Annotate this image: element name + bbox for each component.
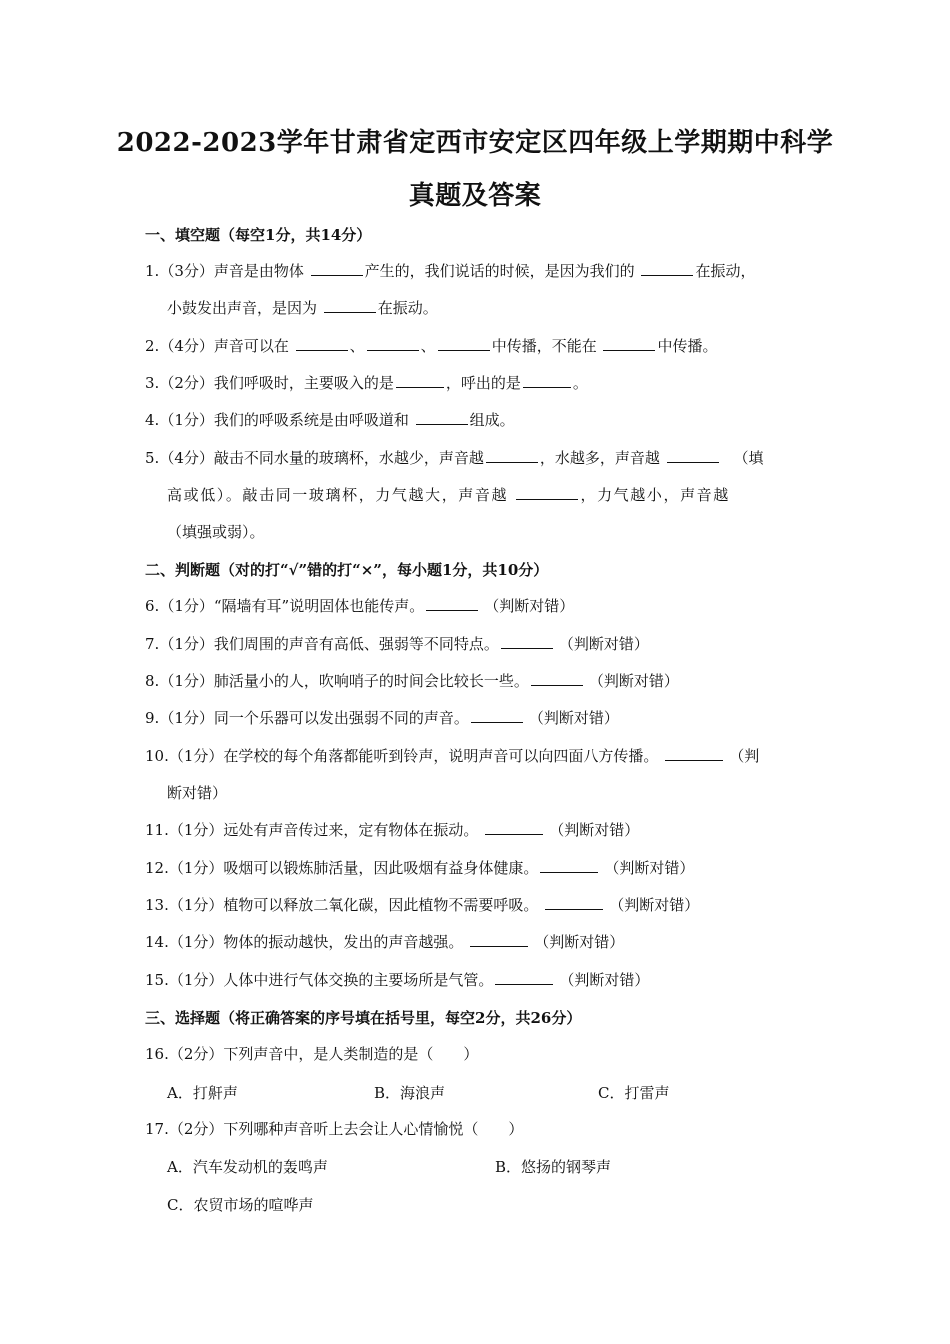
question-text: 在振动。 xyxy=(377,299,438,317)
question-14 xyxy=(145,932,624,952)
answer-blank[interactable] xyxy=(296,336,348,351)
question-score: （2分） xyxy=(168,1120,224,1138)
question-text: 在学校的每个角落都能听到铃声，说明声音可以向四面八方传播。 xyxy=(223,747,659,765)
question-text: 。 xyxy=(572,374,588,392)
judge-note: （判断对错） xyxy=(484,597,575,615)
question-score: （2分） xyxy=(159,374,214,392)
question-number: 2. xyxy=(145,337,160,355)
separator: 、 xyxy=(349,337,365,355)
question-number: 6. xyxy=(145,597,160,615)
answer-blank[interactable] xyxy=(531,671,583,686)
question-text: 敲击不同水量的玻璃杯，水越少，声音越 xyxy=(213,449,484,467)
question-number: 15. xyxy=(145,971,169,989)
answer-blank[interactable] xyxy=(471,708,523,723)
question-text: 我们的呼吸系统是由呼吸道和 xyxy=(213,411,409,429)
question-text: 高或低）。敲击同一玻璃杯，力气越大，声音越 xyxy=(167,486,509,504)
option-c[interactable]: C．农贸市场的喧哗声 xyxy=(167,1196,314,1214)
answer-blank[interactable] xyxy=(426,596,478,611)
question-number: 9. xyxy=(145,709,160,727)
question-number: 8. xyxy=(145,672,160,690)
question-15 xyxy=(145,970,649,990)
question-text: 声音可以在 xyxy=(213,337,289,355)
question-text: （填 xyxy=(733,449,764,467)
question-2 xyxy=(145,336,718,356)
answer-blank[interactable] xyxy=(540,858,598,873)
question-7 xyxy=(145,634,649,654)
answer-blank[interactable] xyxy=(603,336,655,351)
question-17 xyxy=(145,1119,523,1139)
judge-note: （判断对错） xyxy=(534,933,625,951)
answer-blank[interactable] xyxy=(438,336,490,351)
question-1-line2 xyxy=(167,298,438,318)
question-score: （1分） xyxy=(159,597,214,615)
judge-note: （判断对错） xyxy=(558,635,649,653)
answer-blank[interactable] xyxy=(324,298,376,313)
question-text: 中传播。 xyxy=(657,337,718,355)
judge-note: （判断对错） xyxy=(549,821,640,839)
question-5-line1 xyxy=(145,448,763,468)
answer-blank[interactable] xyxy=(665,746,723,761)
separator: 、 xyxy=(420,337,436,355)
question-11 xyxy=(145,820,639,840)
option-a[interactable]: A．打鼾声 xyxy=(167,1084,238,1102)
judge-note: （判 xyxy=(729,747,760,765)
question-number: 10. xyxy=(145,747,169,765)
question-text: ，水越多，声音越 xyxy=(539,449,660,467)
answer-blank[interactable] xyxy=(367,336,419,351)
question-4 xyxy=(145,410,515,430)
question-score: （1分） xyxy=(159,672,214,690)
question-text: “隔墙有耳”说明固体也能传声。 xyxy=(213,597,425,615)
question-10-line2 xyxy=(167,783,227,803)
question-score: （2分） xyxy=(168,1045,224,1063)
question-score: （1分） xyxy=(159,635,214,653)
question-text: （填强或弱）。 xyxy=(167,523,265,541)
question-score: （1分） xyxy=(168,971,224,989)
answer-blank[interactable] xyxy=(416,410,468,425)
question-score: （1分） xyxy=(159,709,214,727)
question-text: 声音是由物体 xyxy=(213,262,304,280)
question-number: 16. xyxy=(145,1045,169,1063)
question-13 xyxy=(145,895,699,915)
question-number: 14. xyxy=(145,933,169,951)
answer-blank[interactable] xyxy=(641,261,693,276)
question-number: 7. xyxy=(145,635,160,653)
section-heading-multiple-choice: 三、选择题（将正确答案的序号填在括号里，每空2分，共26分） xyxy=(145,1009,582,1027)
question-text: 肺活量小的人，吹响哨子的时间会比较长一些。 xyxy=(213,672,529,690)
question-score: （1分） xyxy=(168,747,224,765)
document-title-line1: 2022-2023学年甘肃省定西市安定区四年级上学期期中科学 xyxy=(116,128,834,158)
question-text: 我们周围的声音有高低、强弱等不同特点。 xyxy=(213,635,499,653)
question-text: 组成。 xyxy=(469,411,515,429)
option-a[interactable]: A．汽车发动机的轰鸣声 xyxy=(167,1158,328,1176)
question-5-line3 xyxy=(167,522,265,542)
question-score: （1分） xyxy=(159,411,214,429)
question-number: 5. xyxy=(145,449,160,467)
question-5-line2 xyxy=(167,485,730,505)
answer-blank[interactable] xyxy=(495,970,553,985)
question-text: ，呼出的是 xyxy=(445,374,521,392)
question-text: ，力气越小，声音越 xyxy=(580,486,730,504)
question-number: 1. xyxy=(145,262,160,280)
question-number: 4. xyxy=(145,411,160,429)
judge-note: （判断对错） xyxy=(604,859,695,877)
judge-note: 断对错） xyxy=(167,784,228,802)
judge-note: （判断对错） xyxy=(528,709,619,727)
question-text: 植物可以释放二氧化碳，因此植物不需要呼吸。 xyxy=(223,896,539,914)
document-title-line2: 真题及答案 xyxy=(408,181,542,211)
question-6 xyxy=(145,596,574,616)
question-16 xyxy=(145,1044,478,1064)
question-text: 下列哪种声音听上去会让人心情愉悦（ ） xyxy=(223,1120,524,1138)
section-heading-true-false: 二、判断题（对的打“√”错的打“×”，每小题1分，共10分） xyxy=(145,561,549,579)
question-text: 吸烟可以锻炼肺活量，因此吸烟有益身体健康。 xyxy=(223,859,539,877)
question-score: （3分） xyxy=(159,262,214,280)
question-score: （4分） xyxy=(159,337,214,355)
question-10-line1 xyxy=(145,746,759,766)
question-12 xyxy=(145,858,694,878)
question-text: 人体中进行气体交换的主要场所是气管。 xyxy=(223,971,494,989)
question-score: （1分） xyxy=(168,859,224,877)
answer-blank[interactable] xyxy=(311,261,363,276)
question-text: 产生的，我们说话的时候，是因为我们的 xyxy=(364,262,635,280)
answer-blank[interactable] xyxy=(470,932,528,947)
question-9 xyxy=(145,708,619,728)
option-c[interactable]: C．打雷声 xyxy=(598,1084,670,1102)
question-text: 物体的振动越快，发出的声音越强。 xyxy=(223,933,464,951)
question-number: 13. xyxy=(145,896,169,914)
answer-blank[interactable] xyxy=(396,373,444,388)
question-3 xyxy=(145,373,588,393)
judge-note: （判断对错） xyxy=(588,672,679,690)
question-text: 小鼓发出声音，是因为 xyxy=(167,299,318,317)
question-text: 同一个乐器可以发出强弱不同的声音。 xyxy=(213,709,469,727)
question-number: 12. xyxy=(145,859,169,877)
question-text: 中传播，不能在 xyxy=(491,337,597,355)
answer-blank[interactable] xyxy=(486,448,538,463)
question-number: 17. xyxy=(145,1120,169,1138)
section-heading-fill-blank: 一、填空题（每空1分，共14分） xyxy=(145,226,372,244)
answer-blank[interactable] xyxy=(667,448,719,463)
question-text: 下列声音中，是人类制造的是（ ） xyxy=(223,1045,479,1063)
question-number: 3. xyxy=(145,374,160,392)
option-b[interactable]: B．海浪声 xyxy=(374,1084,446,1102)
option-b[interactable]: B．悠扬的钢琴声 xyxy=(495,1158,612,1176)
question-text: 在振动， xyxy=(695,262,756,280)
question-number: 11. xyxy=(145,821,169,839)
question-text: 远处有声音传过来，定有物体在振动。 xyxy=(223,821,479,839)
judge-note: （判断对错） xyxy=(609,896,700,914)
question-text: 我们呼吸时，主要吸入的是 xyxy=(213,374,394,392)
question-score: （1分） xyxy=(168,896,224,914)
question-1-line1 xyxy=(145,261,755,281)
answer-blank[interactable] xyxy=(516,485,578,500)
answer-blank[interactable] xyxy=(485,820,543,835)
question-score: （1分） xyxy=(168,821,224,839)
question-8 xyxy=(145,671,679,691)
answer-blank[interactable] xyxy=(523,373,571,388)
judge-note: （判断对错） xyxy=(559,971,650,989)
answer-blank[interactable] xyxy=(545,895,603,910)
question-score: （4分） xyxy=(159,449,214,467)
answer-blank[interactable] xyxy=(501,634,553,649)
question-score: （1分） xyxy=(168,933,224,951)
